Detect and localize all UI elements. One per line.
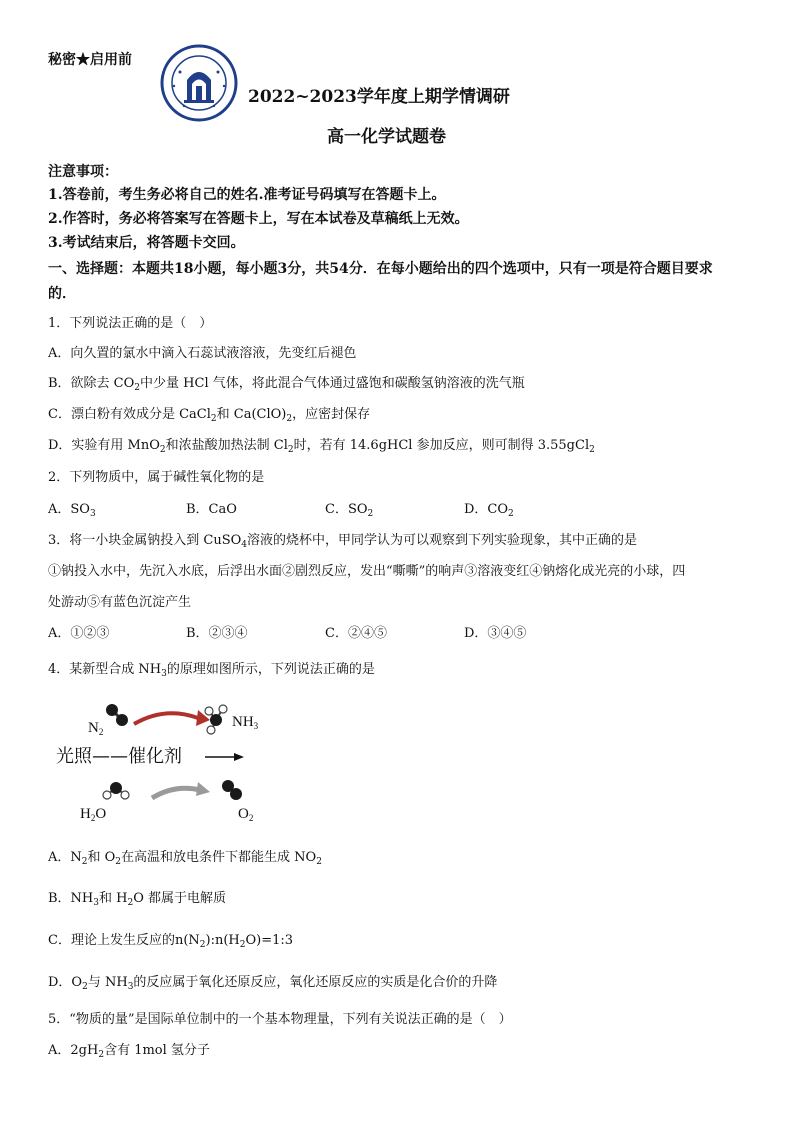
notice-item: 1.答卷前，考生务必将自己的姓名.准考证号码填写在答题卡上。 [48,187,446,203]
question-1-option-d: D．实验有用 MnO$_2$和浓盐酸加热法制 $Cl_2$时，若有 14.6gHCl 参加反应，则可制得 3.55gCl$_2$ [48,438,595,455]
question-4-option-c: C．理论上发生反应的$n(N_2):n(H_2O)=1:3$ [48,933,294,950]
secret-label: 秘密★启用前 [48,52,132,68]
question-4-option-d: D．$O_2$与 $NH_3$的反应属于氧化还原反应，氧化还原反应的实质是化合价的升降 [48,975,498,992]
question-2-option-a: A．$SO_3$ [48,502,96,519]
question-3-option-b: B．②③④ [186,626,248,641]
label-nh3: $NH_3$ [232,714,259,731]
notice-item: 2.作答时，务必将答案写在答题卡上，写在本试卷及草稿纸上无效。 [48,211,469,227]
question-1-option-b: B．欲除去 $CO_2$中少量 HCl 气体，将此混合气体通过盛饱和碳酸氢钠溶液的洗气瓶 [48,376,525,393]
question-1-stem: 1．下列说法正确的是（ ） [48,316,213,331]
o2-molecule [222,780,242,800]
question-5-option-a: A．$2gH_2$含有 1mol 氢分子 [48,1043,210,1060]
question-2-option-c: C．$SO_2$ [325,502,374,519]
notice-item: 3.考试结束后，将答题卡交回。 [48,235,245,251]
question-3-option-d: D．③④⑤ [464,626,527,641]
question-2-stem: 2．下列物质中，属于碱性氧化物的是 [48,470,265,485]
question-3-phenomena-cont: 处游动⑤有蓝色沉淀产生 [48,595,192,610]
label-n2: $N_2$ [88,720,104,737]
question-3-option-a: A．①②③ [48,626,110,641]
question-3-option-c: C．②④⑤ [325,626,387,641]
question-5-stem: 5．“物质的量”是国际单位制中的一个基本物理量，下列有关说法正确的是（ ） [48,1012,512,1027]
h2o-molecule [103,782,129,799]
question-1-option-a: A．向久置的氯水中滴入石蕊试液溶液，先变红后褪色 [48,346,357,361]
notice-heading: 注意事项： [48,164,118,180]
nh3-synthesis-diagram [50,698,290,833]
label-arrow-condition: 光照——催化剂 [56,746,182,767]
n2-molecule [106,704,128,726]
exam-subtitle: 高一化学试题卷 [327,127,446,147]
exam-title: 2022~2023学年度上期学情调研 [248,87,510,107]
question-3-stem: 3．将一小块金属钠投入到 CuSO$_4$溶液的烧杯中，甲同学认为可以观察到下列实验现象，其中正确的是 [48,533,638,550]
section-heading-cont: 的． [48,286,76,302]
question-2-option-b: B．CaO [186,502,237,517]
question-4-option-b: B．$NH_3$和 $H_2O$ 都属于电解质 [48,891,227,908]
section-heading: 一、选择题：本题共18小题，每小题3分，共54分．在每小题给出的四个选项中，只有一项是符合题目要求 [48,261,713,277]
question-1-option-c: C．漂白粉有效成分是 CaCl$_2$和 $Ca(ClO)_2$，应密封保存 [48,407,371,424]
question-2-option-d: D．$CO_2$ [464,502,514,519]
question-4-stem: 4．某新型合成 $NH_3$的原理如图所示，下列说法正确的是 [48,662,375,679]
question-2-options [48,501,748,521]
school-logo [160,44,238,122]
question-3-phenomena: ①钠投入水中，先沉入水底，后浮出水面②剧烈反应，发出“嘶嘶”的响声③溶液变红④钠熔化成光亮的小球，四 [48,564,686,579]
question-3-options [48,625,748,645]
question-4-option-a: A．$N_2$和 $O_2$在高温和放电条件下都能生成 $NO_2$ [48,850,322,867]
label-h2o: $H_2O$ [80,806,107,823]
label-o2: $O_2$ [238,806,254,823]
